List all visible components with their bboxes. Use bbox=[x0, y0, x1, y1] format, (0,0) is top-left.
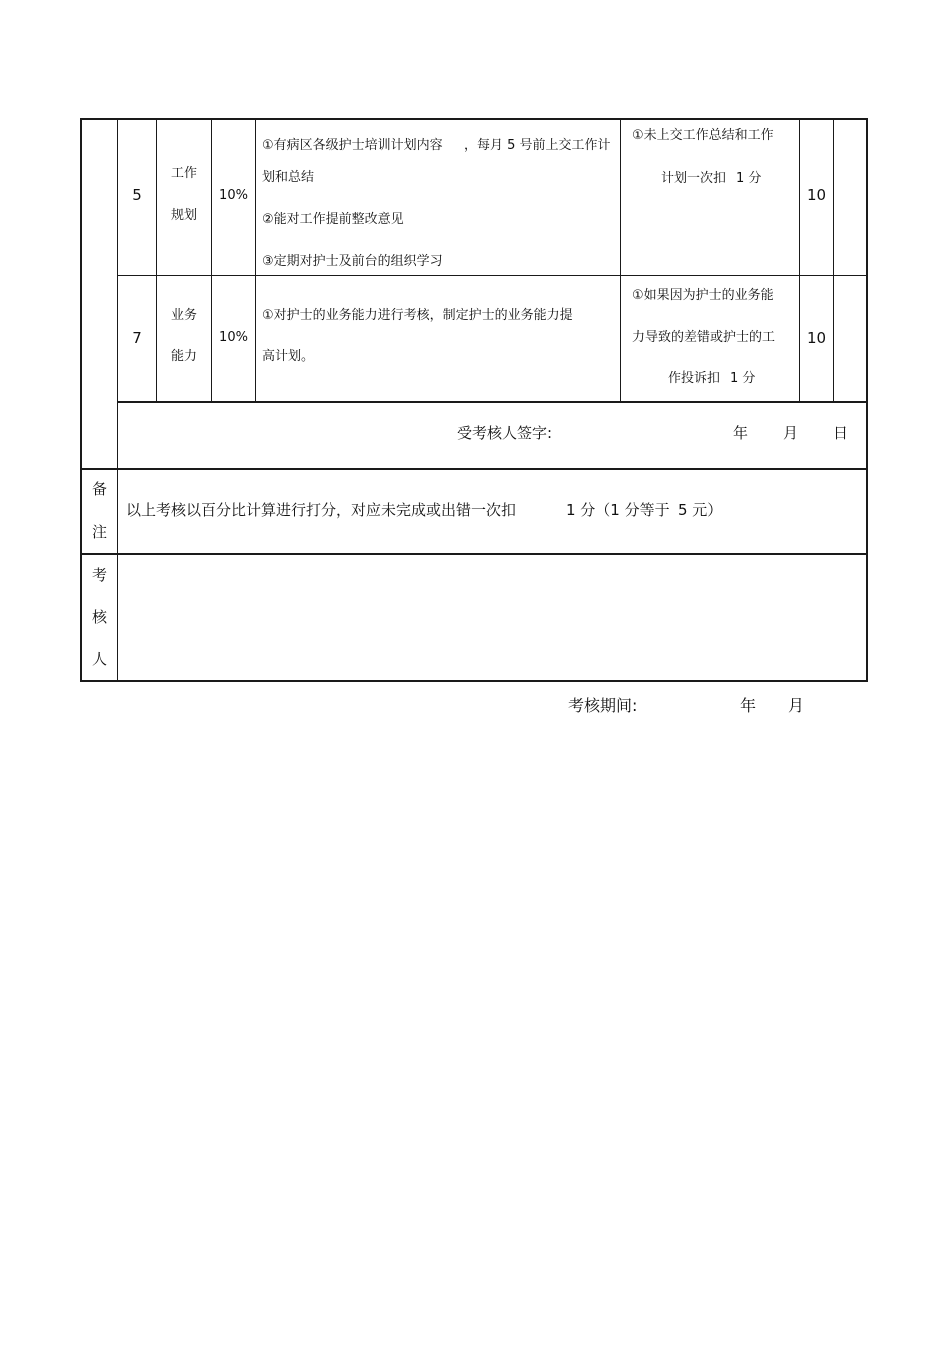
signature-year: 年 bbox=[733, 424, 749, 442]
signature-month: 月 bbox=[783, 424, 799, 442]
rule-top bbox=[80, 118, 868, 120]
weight: 10% bbox=[219, 330, 248, 345]
item-name: 规划 bbox=[170, 208, 197, 223]
standard-line: ①对护士的业务能力进行考核，制定护士的业务能力提 bbox=[262, 308, 573, 323]
period-label: 考核期间: bbox=[568, 696, 638, 715]
item-name: 业务 bbox=[170, 308, 197, 323]
signature-day: 日 bbox=[833, 424, 849, 442]
rule-col-item bbox=[211, 118, 212, 402]
rule-col-standard bbox=[620, 118, 621, 402]
rule-row-divider bbox=[118, 275, 868, 276]
row-number: 7 bbox=[132, 329, 142, 347]
rule-remarks-bottom bbox=[80, 553, 868, 555]
appraisal-table bbox=[80, 118, 868, 682]
remarks-text: 以上考核以百分比计算进行打分，对应未完成或出错一次扣 bbox=[126, 501, 517, 519]
rule-bottom bbox=[80, 680, 868, 682]
assessor-label: 考 bbox=[91, 566, 107, 584]
deduction-line: 作投诉扣 bbox=[668, 371, 721, 386]
assessor-label: 核 bbox=[91, 608, 107, 626]
rule-rows-bottom bbox=[118, 401, 868, 403]
deduction-line: ①如果因为护士的业务能 bbox=[632, 288, 774, 303]
deduction-line: 1 分 bbox=[730, 371, 756, 386]
assessor-label: 人 bbox=[91, 650, 107, 668]
standard-line: ②能对工作提前整改意见 bbox=[262, 212, 404, 227]
remarks-label: 备 bbox=[91, 480, 107, 498]
rule-col-deduction bbox=[799, 118, 800, 402]
deduction-line: 力导致的差错或护士的工 bbox=[632, 330, 776, 345]
score: 10 bbox=[806, 329, 827, 347]
remarks-text: 5 元） bbox=[678, 501, 723, 519]
standard-line: 划和总结 bbox=[262, 170, 315, 185]
deduction-line: 计划一次扣 bbox=[661, 171, 727, 186]
item-name: 工作 bbox=[170, 166, 197, 181]
signature-label: 受考核人签字: bbox=[457, 424, 553, 442]
rule-left bbox=[80, 118, 82, 682]
period-year: 年 bbox=[740, 696, 757, 715]
rule-col-weight bbox=[255, 118, 256, 402]
rule-signature-bottom bbox=[80, 468, 868, 470]
rule-label-col bbox=[117, 118, 118, 682]
rule-right bbox=[866, 118, 868, 682]
row-number: 5 bbox=[132, 186, 142, 204]
standard-line: ，每月 5 号前上交工作计 bbox=[464, 138, 611, 153]
deduction-line: 1 分 bbox=[736, 171, 762, 186]
item-name: 能力 bbox=[170, 349, 197, 364]
score: 10 bbox=[806, 186, 827, 204]
period-month: 月 bbox=[788, 696, 805, 715]
weight: 10% bbox=[219, 188, 248, 203]
standard-line: 高计划。 bbox=[262, 349, 315, 364]
rule-col-score bbox=[833, 118, 834, 402]
standard-line: ③定期对护士及前台的组织学习 bbox=[262, 254, 443, 269]
standard-line: ①有病区各级护士培训计划内容 bbox=[262, 138, 443, 153]
remarks-text: 1 分（1 分等于 bbox=[566, 501, 670, 519]
deduction-line: ①未上交工作总结和工作 bbox=[632, 128, 774, 143]
remarks-label: 注 bbox=[91, 523, 107, 541]
